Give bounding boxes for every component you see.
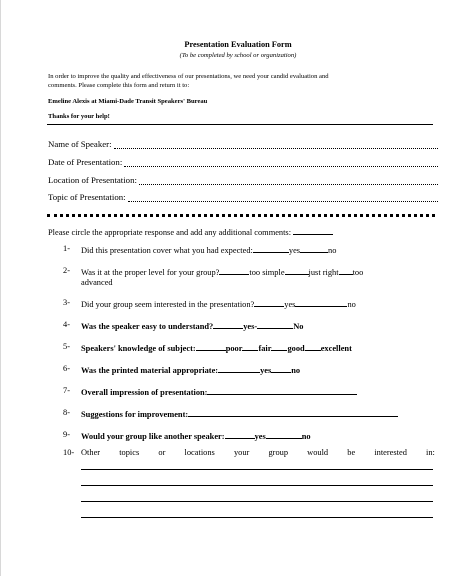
section-divider — [47, 214, 435, 217]
option-no[interactable]: no — [347, 300, 356, 309]
answer-blank[interactable] — [188, 408, 398, 417]
field-date[interactable] — [48, 155, 438, 167]
answer-blank[interactable] — [305, 342, 321, 351]
thanks-text: Thanks for your help! — [48, 113, 110, 120]
question-text: Speakers' knowledge of subject: — [81, 344, 196, 353]
return-address: Emeline Alexis at Miami-Dade Transit Speakers' Bureau — [48, 98, 208, 105]
intro-line-1: In order to improve the quality and effectiveness of our presentations, we need your candid evaluation and — [48, 73, 329, 80]
question-number: 8- — [63, 408, 70, 417]
option-fair[interactable]: fair — [258, 344, 272, 353]
field-line[interactable] — [139, 176, 438, 185]
option-no[interactable]: no — [328, 246, 337, 255]
answer-blank[interactable] — [242, 342, 258, 351]
question-text: Was it at the proper level for your group? — [81, 268, 220, 277]
answer-blank[interactable] — [295, 298, 347, 307]
answer-blank[interactable] — [339, 266, 353, 275]
form-title: Presentation Evaluation Form — [184, 40, 292, 49]
field-label: Date of Presentation: — [48, 157, 123, 167]
instructions — [48, 228, 333, 237]
field-speaker-name[interactable] — [48, 137, 438, 149]
question-text: Was the speaker easy to understand? — [81, 322, 214, 331]
question-text: Did this presentation cover what you had expected: — [81, 246, 253, 255]
answer-line[interactable] — [81, 485, 433, 486]
option-too-simple[interactable]: too simple — [249, 268, 285, 277]
option-too-advanced[interactable]: too — [352, 268, 364, 277]
answer-blank[interactable] — [253, 244, 289, 253]
question-text: Other topics or locations your group would be interested in: — [81, 448, 435, 457]
answer-blank[interactable] — [218, 364, 260, 373]
question-text: Suggestions for improvement: — [81, 410, 189, 419]
question-number: 10- — [63, 448, 75, 457]
question-text: Would your group like another speaker: — [81, 432, 225, 441]
answer-blank[interactable] — [271, 342, 287, 351]
option-no[interactable]: No — [293, 322, 304, 331]
field-label: Name of Speaker: — [48, 139, 112, 149]
option-yes[interactable]: yes — [260, 366, 272, 375]
intro-text — [48, 72, 438, 91]
field-line[interactable] — [114, 140, 438, 149]
question-number: 9- — [63, 430, 70, 439]
question-number: 6- — [63, 364, 70, 373]
answer-blank[interactable] — [219, 266, 249, 275]
question-text: Did your group seem interested in the presentation? — [81, 300, 255, 309]
intro-divider — [47, 124, 433, 125]
option-poor[interactable]: poor — [225, 344, 243, 353]
answer-line[interactable] — [81, 501, 433, 502]
option-yes[interactable]: yes — [288, 246, 301, 255]
field-location[interactable] — [48, 173, 438, 185]
option-no[interactable]: no — [291, 366, 301, 375]
answer-blank[interactable] — [196, 342, 226, 351]
instructions-line — [293, 234, 333, 235]
option-yes[interactable]: yes- — [243, 322, 258, 331]
field-line[interactable] — [128, 193, 438, 202]
answer-blank[interactable] — [300, 244, 328, 253]
question-text: Was the printed material appropriate: — [81, 366, 219, 375]
question-number: 1- — [63, 244, 70, 253]
answer-line[interactable] — [81, 469, 433, 470]
option-just-right[interactable]: just right — [308, 268, 339, 277]
answer-blank[interactable] — [266, 430, 302, 439]
intro-line-2: comments. Please complete this form and return it to: — [48, 82, 190, 90]
answer-blank[interactable] — [225, 430, 255, 439]
option-no[interactable]: no — [301, 432, 311, 441]
option-excellent[interactable]: excellent — [320, 344, 352, 353]
question-text: Overall impression of presentation: — [81, 388, 208, 397]
question-number: 7- — [63, 386, 70, 395]
question-number: 3- — [63, 298, 70, 307]
option-good[interactable]: good — [287, 344, 305, 353]
answer-line[interactable] — [81, 517, 433, 518]
answer-blank[interactable] — [254, 298, 284, 307]
field-label: Location of Presentation: — [48, 175, 137, 185]
field-topic[interactable] — [48, 190, 438, 202]
form-subtitle: (To be completed by school or organization) — [179, 52, 297, 59]
instructions-text: Please circle the appropriate response and add any additional comments: — [48, 228, 292, 237]
field-label: Topic of Presentation: — [48, 192, 126, 202]
option-yes[interactable]: yes — [284, 300, 296, 309]
question-number: 4- — [63, 320, 70, 329]
option-yes[interactable]: yes — [254, 432, 266, 441]
option-advanced[interactable]: advanced — [81, 278, 113, 287]
answer-blank[interactable] — [285, 266, 309, 275]
answer-blank[interactable] — [271, 364, 291, 373]
answer-blank[interactable] — [207, 386, 357, 395]
answer-blank[interactable] — [213, 320, 243, 329]
question-number: 5- — [63, 342, 70, 351]
field-line[interactable] — [124, 158, 438, 167]
answer-blank[interactable] — [257, 320, 293, 329]
question-number: 2- — [63, 266, 70, 275]
